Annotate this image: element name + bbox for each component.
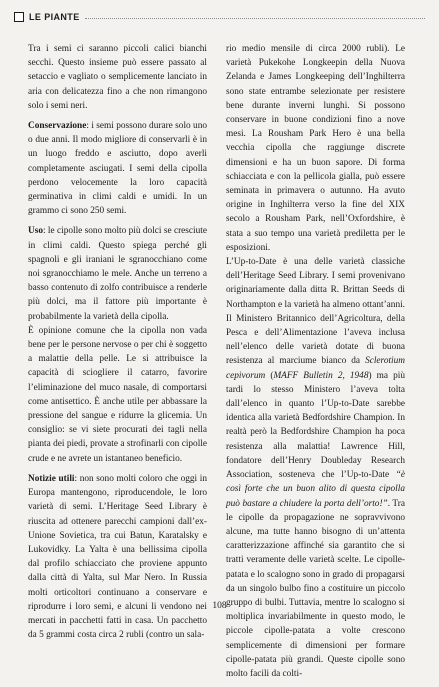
conservation-label: Conservazione <box>28 121 87 132</box>
bulletin-citation: MAFF Bulletin 2, 1948 <box>273 370 369 381</box>
page-number: 108 <box>212 601 227 611</box>
up-to-date-text-a: L’Up-to-Date è una delle varietà classiche dell’Heritage Seed Library. I semi provenivano originariamente dalla ditta R. Brittan Seeds di Northampton e la varietà ha almeno ottant’anni. Il Ministero Britannico dell’Agricoltura, della Pesca e dell’Alimentazione l’aveva inclusa nell’elenco delle varietà dotate di buona resistenza al marciume bianco da <box>226 257 405 367</box>
paragraph-useful-news <box>28 472 207 642</box>
conservation-text: : i semi possono durare solo uno o due anni. Il modo migliore di conservarli è in un luogo freddo e asciutto, dopo averli completamente asciugati. I semi della cipolla perdono velocemente la loro capacità germinativa in climi caldi e umidi. In un grammo ci sono 250 semi. <box>28 121 207 217</box>
useful-news-label: Notizie utili <box>28 473 75 484</box>
dotted-rule <box>85 18 425 19</box>
paragraph-use <box>28 224 207 323</box>
paragraph-seed-cleaning: Tra i semi ci saranno piccoli calici bianchi secchi. Questo insieme può essere passato al setaccio e vagliato o semplicemente lanciato in aria con delicatezza fino a che non rimangono solo i semi neri. <box>28 44 207 111</box>
paragraph-up-to-date <box>226 255 405 681</box>
running-header <box>14 10 425 24</box>
up-to-date-text-c: ) ma più tardi lo stesso Ministero l’aveva tolta dall’elenco in quanto l’Up-to-Date sarebbe identica alla varietà Bedfordshire Champion. In realtà però la Bedfordshire Champion ha poca resistenza alla malattia! Lawrence Hill, fondatore dell’Henry Doubleday Research Association, sosteneva che l’Up-to-Date <box>226 370 405 481</box>
right-column <box>226 42 405 687</box>
left-column <box>28 42 207 648</box>
use-text: : le cipolle sono molto più dolci se cresciute in climi caldi. Questo spiega perché gli spagnoli e gli iraniani le sgranocchiano come noi sgranocchiamo le mele. Anche un terreno a basso contenuto di zolfo contribuisce a renderle più dolci, ma il fattore più importante è probabilmente la varietà della cipolla. <box>28 226 207 322</box>
paragraph-conservation <box>28 119 207 218</box>
paragraph-health: È opinione comune che la cipolla non vada bene per le persone nervose o per chi è soggetto a malattie della pelle. Le si attribuisce la capacità di sciogliere il catarro, favorire l’eliminazione del muco nasale, di comportarsi come antisettico. È anche utile per abbassare la pressione del sangue e ridurre la glicemia. Un consiglio: se vi siete procurati dei tagli nella pianta dei piedi, provate a strofinarli con cipolle crude e ne avrete un istantaneo beneficio. <box>28 325 207 464</box>
up-to-date-text-b: ( <box>265 370 274 381</box>
useful-news-text: : non sono molti coloro che oggi in Europa mantengono, riproducendole, le loro varietà di semi. L’Heritage Seed Library è riuscita ad ottenere parecchi campioni dall’ex-Unione Sovietica, tra cui Batun, Karatalsky e Lukovidky. La Yalta è una bellissima cipolla dal profilo schiacciato che proviene appunto dalla città di Yalta, sul Mar Nero. In Russia molti orticoltori continuano a conservare e riprodurre i loro semi, e alcuni li vendono nei mercati in pacchetti fatti in casa. Un pacchetto da 5 grammi costa circa 2 rubli (contro un sala- <box>28 473 207 641</box>
quotation: “è così forte che un buon alito di questa cipolla può bastare a chiudere la porta dell’orto!” <box>226 470 405 509</box>
section-square-icon <box>14 12 24 22</box>
use-label: Uso <box>28 226 43 237</box>
paragraph-varieties: rio medio mensile di circa 2000 rubli). Le varietà Pukekohe Longkeepin della Nuova Zelanda e James Longkeeping dell’Inghilterra sono state entrambe selezionate per resistere bene durante inverni lunghi. Si possono conservare in buone condizioni fino a nove mesi. La Rousham Park Hero è una bella vecchia cipolla che raggiunge discrete dimensioni e ha un buon sapore. Di forma schiacciata e con la pellicola gialla, può essere seminata in primavera o autunno. Ha avuto origine in Inghilterra verso la fine del XIX secolo a Rousham Park, nell’Oxfordshire, è stata a suo tempo una varietà prediletta per le esposizioni. <box>226 44 405 253</box>
species-name: Sclerotium cepivorum <box>226 356 405 381</box>
section-title: LE PIANTE <box>29 12 80 22</box>
up-to-date-text-d: . Tra le cipolle da propagazione ne sopravvivono alcune, ma tutte hanno bisogno di un’attenta caratterizzazione affinché sia garantito che si tratti veramente delle varietà scelte. Le cipolle-patata e lo scalogno sono in grado di propagarsi da un singolo bulbo fino a costituire un piccolo gruppo di bulbi. Tuttavia, mentre lo scalogno si moltiplica invariabilmente in questo modo, le piccole cipolle-patata a volte crescono semplicemente di dimensioni per formare cipolle-patata più grandi. Queste cipolle sono molto facili da colti- <box>226 498 405 679</box>
